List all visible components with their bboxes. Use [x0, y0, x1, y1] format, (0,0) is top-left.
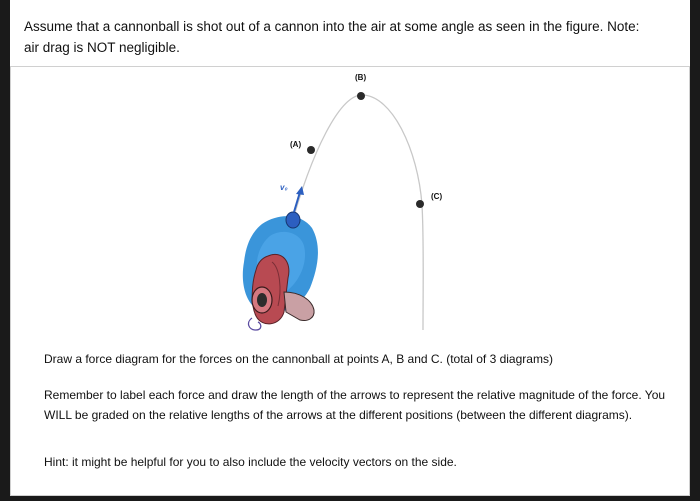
instruction-hint: Hint: it might be helpful for you to also include the velocity vectors on the side.	[44, 455, 457, 469]
cannonball-point-c	[416, 200, 424, 208]
cannonball-point-b	[357, 92, 365, 100]
velocity-arrow	[294, 192, 300, 212]
label-velocity: v₀	[280, 183, 288, 192]
question-line-1: Assume that a cannonball is shot out of a cannon into the air at some angle as seen in the figure. Note:	[24, 19, 640, 34]
label-point-b: (B)	[355, 73, 367, 82]
question-line-2: air drag is NOT negligible.	[24, 40, 180, 55]
label-point-a: (A)	[290, 140, 302, 149]
instruction-draw: Draw a force diagram for the forces on the cannonball at points A, B and C. (total of 3 diagrams)	[44, 352, 553, 366]
cannonball-point-a	[307, 146, 315, 154]
trajectory-curve	[290, 95, 423, 330]
instruction-remember: Remember to label each force and draw the length of the arrows to represent the relative magnitude of the force. You WILL be graded on the relative lengths of the arrows at the different positions (between the different diagrams).	[44, 388, 666, 422]
label-point-c: (C)	[431, 192, 443, 201]
